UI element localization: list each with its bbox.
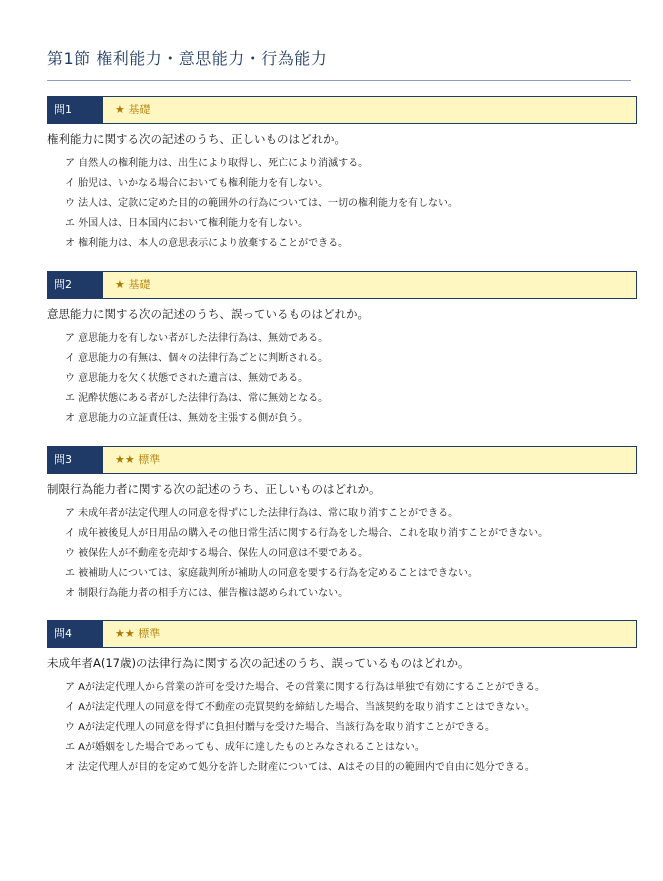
question-4 — [47, 620, 637, 782]
question-number: 問3 — [48, 447, 103, 473]
option-o: オ 意思能力の立証責任は、無効を主張する側が負う。 — [65, 413, 309, 424]
option-e: エ 被補助人については、家庭裁判所が補助人の同意を要する行為を定めることはできない。 — [65, 568, 478, 579]
option-u: ウ Aが法定代理人の同意を得ずに負担付贈与を受けた場合、当該行為を取り消すことができる。 — [65, 722, 496, 733]
question-header — [47, 96, 637, 124]
option-o: オ 制限行為能力者の相手方には、催告権は認められていない。 — [65, 588, 349, 599]
option-a: ア Aが法定代理人から営業の許可を受けた場合、その営業に関する行為は単独で有効にすることができる。 — [65, 682, 546, 693]
options-list — [47, 158, 637, 258]
option-e: エ 泥酔状態にある者がした法律行為は、常に無効となる。 — [65, 393, 329, 404]
option-u: ウ 法人は、定款に定めた目的の範囲外の行為については、一切の権利能力を有しない。 — [65, 198, 458, 209]
option-a: ア 未成年者が法定代理人の同意を得ずにした法律行為は、常に取り消すことができる。 — [65, 508, 459, 519]
option-u: ウ 意思能力を欠く状態でされた遺言は、無効である。 — [65, 373, 309, 384]
option-i: イ 成年被後見人が日用品の購入その他日常生活に関する行為をした場合、これを取り消すことができない。 — [65, 528, 549, 539]
question-stem: 未成年者A(17歳)の法律行為に関する次の記述のうち、誤っているものはどれか。 — [47, 656, 470, 670]
option-u: ウ 被保佐人が不動産を売却する場合、保佐人の同意は不要である。 — [65, 548, 369, 559]
options-list — [47, 508, 637, 608]
option-a: ア 自然人の権利能力は、出生により取得し、死亡により消滅する。 — [65, 158, 369, 169]
option-i: イ 胎児は、いかなる場合においても権利能力を有しない。 — [65, 178, 329, 189]
option-e: エ Aが婚姻をした場合であっても、成年に達したものとみなされることはない。 — [65, 742, 425, 753]
chapter-title: 第1節 権利能力・意思能力・行為能力 — [47, 49, 328, 68]
option-a: ア 意思能力を有しない者がした法律行為は、無効である。 — [65, 333, 329, 344]
question-3 — [47, 446, 637, 608]
question-stem: 制限行為能力者に関する次の記述のうち、正しいものはどれか。 — [47, 482, 381, 496]
question-1 — [47, 96, 637, 258]
difficulty-label: ★★ 標準 — [115, 453, 161, 466]
option-i: イ Aが法定代理人の同意を得て不動産の売買契約を締結した場合、当該契約を取り消すことはできない。 — [65, 702, 536, 713]
question-stem: 権利能力に関する次の記述のうち、正しいものはどれか。 — [47, 132, 346, 146]
question-stem: 意思能力に関する次の記述のうち、誤っているものはどれか。 — [47, 307, 369, 321]
chapter-divider — [47, 80, 631, 81]
option-o: オ 法定代理人が目的を定めて処分を許した財産については、Aはその目的の範囲内で自由に処分できる。 — [65, 762, 535, 773]
question-header — [47, 271, 637, 299]
option-e: エ 外国人は、日本国内において権利能力を有しない。 — [65, 218, 309, 229]
question-header — [47, 446, 637, 474]
question-2 — [47, 271, 637, 433]
difficulty-label: ★ 基礎 — [115, 278, 151, 291]
question-number: 問2 — [48, 272, 103, 298]
options-list — [47, 682, 637, 782]
question-header — [47, 620, 637, 648]
question-number: 問1 — [48, 97, 103, 123]
options-list — [47, 333, 637, 433]
question-number: 問4 — [48, 621, 103, 647]
difficulty-label: ★★ 標準 — [115, 627, 161, 640]
option-o: オ 権利能力は、本人の意思表示により放棄することができる。 — [65, 238, 349, 249]
difficulty-label: ★ 基礎 — [115, 103, 151, 116]
option-i: イ 意思能力の有無は、個々の法律行為ごとに判断される。 — [65, 353, 329, 364]
